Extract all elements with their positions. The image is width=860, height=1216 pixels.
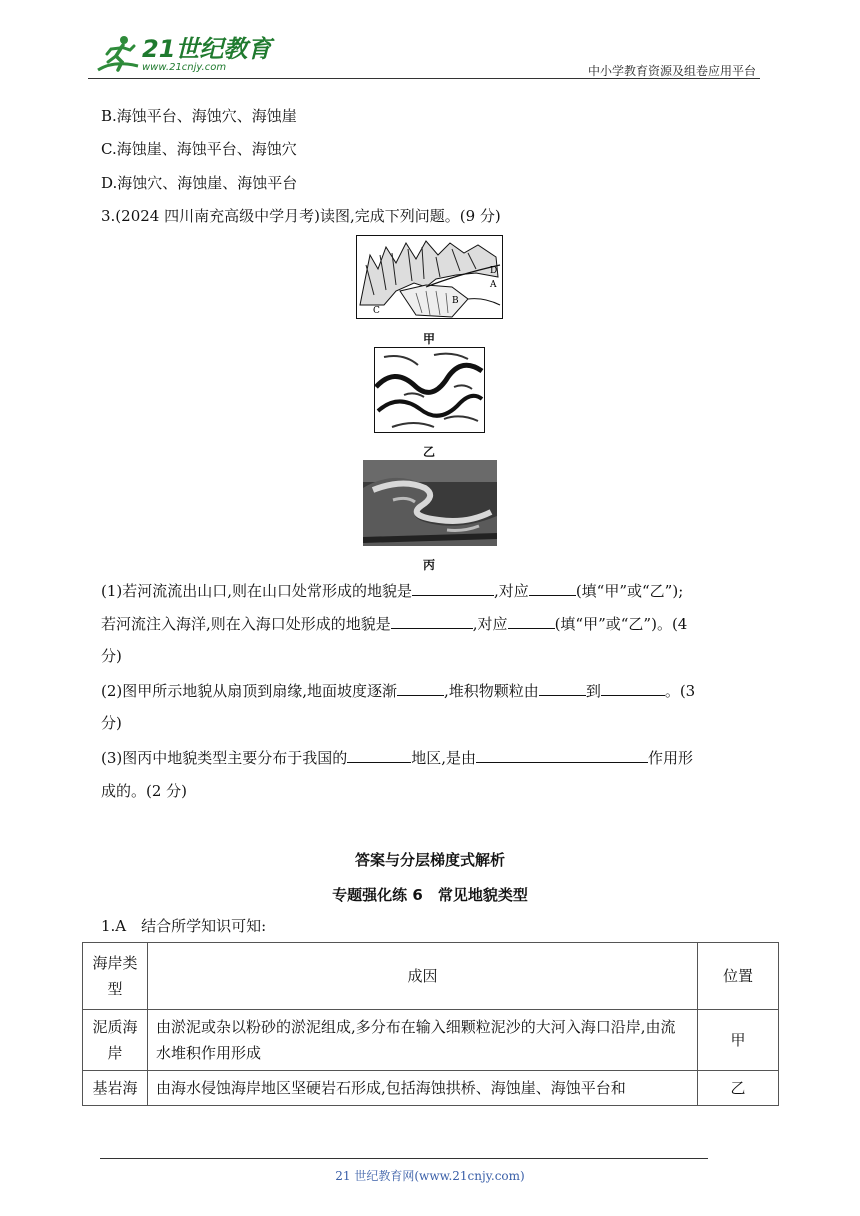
q1-text-e: ,对应 — [472, 615, 508, 633]
q1-blank-figure-2[interactable] — [508, 614, 555, 629]
q3-text-a: (3)图丙中地貌类型主要分布于我国的 — [101, 749, 348, 767]
q1-line-2 — [101, 614, 687, 633]
q2-blank-from[interactable] — [539, 681, 586, 696]
q1-blank-landform-2[interactable] — [391, 614, 473, 629]
q1-text-c: (填“甲”或“乙”); — [575, 582, 684, 600]
table-cell-cause: 由海水侵蚀海岸地区坚硬岩石形成,包括海蚀拱桥、海蚀崖、海蚀平台和 — [148, 1071, 698, 1106]
q1-blank-landform-1[interactable] — [412, 581, 494, 596]
q1-blank-figure-1[interactable] — [529, 581, 576, 596]
figure-jia-letter-a: A — [490, 280, 497, 290]
figure-jia-alluvial-fan — [356, 235, 503, 319]
table-cell-cause: 由淤泥或杂以粉砂的淤泥组成,多分布在输入细颗粒泥沙的大河入海口沿岸,由流水堆积作用形成 — [148, 1010, 698, 1071]
q2-text-b: ,堆积物颗粒由 — [444, 682, 539, 700]
table-header-position: 位置 — [698, 943, 779, 1010]
q2-text-a: (2)图甲所示地貌从扇顶到扇缘,地面坡度逐渐 — [101, 682, 398, 700]
q2-line-1 — [101, 681, 695, 700]
q3-blank-process[interactable] — [476, 748, 648, 763]
q2-blank-slope[interactable] — [397, 681, 444, 696]
site-logo — [94, 34, 271, 76]
table-header-cause: 成因 — [148, 943, 698, 1010]
figure-bing-label: 丙 — [423, 558, 436, 572]
q1-line-1 — [101, 581, 683, 600]
option-b: B.海蚀平台、海蚀穴、海蚀崖 — [101, 107, 297, 125]
q3-text-b: 地区,是由 — [411, 749, 477, 767]
q1-text-a: (1)若河流流出山口,则在山口处常形成的地貌是 — [101, 582, 413, 600]
q3-blank-region[interactable] — [347, 748, 411, 763]
footer-divider — [100, 1158, 708, 1159]
table-row — [83, 1071, 779, 1106]
q2-blank-to[interactable] — [601, 681, 665, 696]
q3-text-c: 作用形 — [648, 749, 694, 767]
header-divider — [88, 78, 760, 79]
figure-jia-letter-b: B — [452, 296, 459, 306]
logo-wordmark: 21世纪教育 — [142, 35, 272, 63]
table-cell-type: 基岩海 — [83, 1071, 148, 1106]
logo-url: www.21cnjy.com — [142, 62, 227, 73]
answer-intro: 1.A 结合所学知识可知: — [101, 917, 267, 935]
q3-line-1 — [101, 748, 693, 767]
platform-title: 中小学教育资源及组卷应用平台 — [587, 64, 756, 78]
answer-subtitle: 专题强化练 6 常见地貌类型 — [332, 886, 528, 904]
figure-yi-label: 乙 — [423, 445, 436, 459]
table-cell-position: 乙 — [698, 1071, 779, 1106]
table-row — [83, 1010, 779, 1071]
answer-title: 答案与分层梯度式解析 — [354, 851, 505, 869]
coast-type-table — [82, 942, 779, 1106]
page-header — [88, 30, 760, 80]
table-header-type: 海岸类型 — [83, 943, 148, 1010]
figure-jia-letter-d: D — [490, 266, 498, 276]
q2-text-e: 分) — [101, 714, 122, 732]
option-d: D.海蚀穴、海蚀崖、海蚀平台 — [101, 174, 298, 192]
q2-text-c: 到 — [585, 682, 601, 700]
q1-text-g: 分) — [101, 647, 122, 665]
figure-jia-label: 甲 — [423, 332, 436, 346]
table-cell-type: 泥质海岸 — [83, 1010, 148, 1071]
q3-text-d: 成的。(2 分) — [101, 782, 188, 800]
question-3-stem: 3.(2024 四川南充高级中学月考)读图,完成下列问题。(9 分) — [101, 207, 501, 225]
table-cell-position: 甲 — [698, 1010, 779, 1071]
q1-text-f: (填“甲”或“乙”)。(4 — [554, 615, 688, 633]
runner-logo-icon — [94, 34, 140, 76]
figure-bing-photo — [363, 460, 497, 546]
q1-text-b: ,对应 — [494, 582, 529, 600]
q1-text-d: 若河流注入海洋,则在入海口处形成的地貌是 — [101, 615, 391, 633]
table-header-row — [83, 943, 779, 1010]
footer-text: 21 世纪教育网(www.21cnjy.com) — [335, 1169, 525, 1183]
figure-jia-letter-c: C — [373, 306, 380, 316]
figure-yi-sketch — [374, 347, 485, 433]
q2-text-d: 。(3 — [664, 682, 696, 700]
option-c: C.海蚀崖、海蚀平台、海蚀穴 — [101, 140, 297, 158]
